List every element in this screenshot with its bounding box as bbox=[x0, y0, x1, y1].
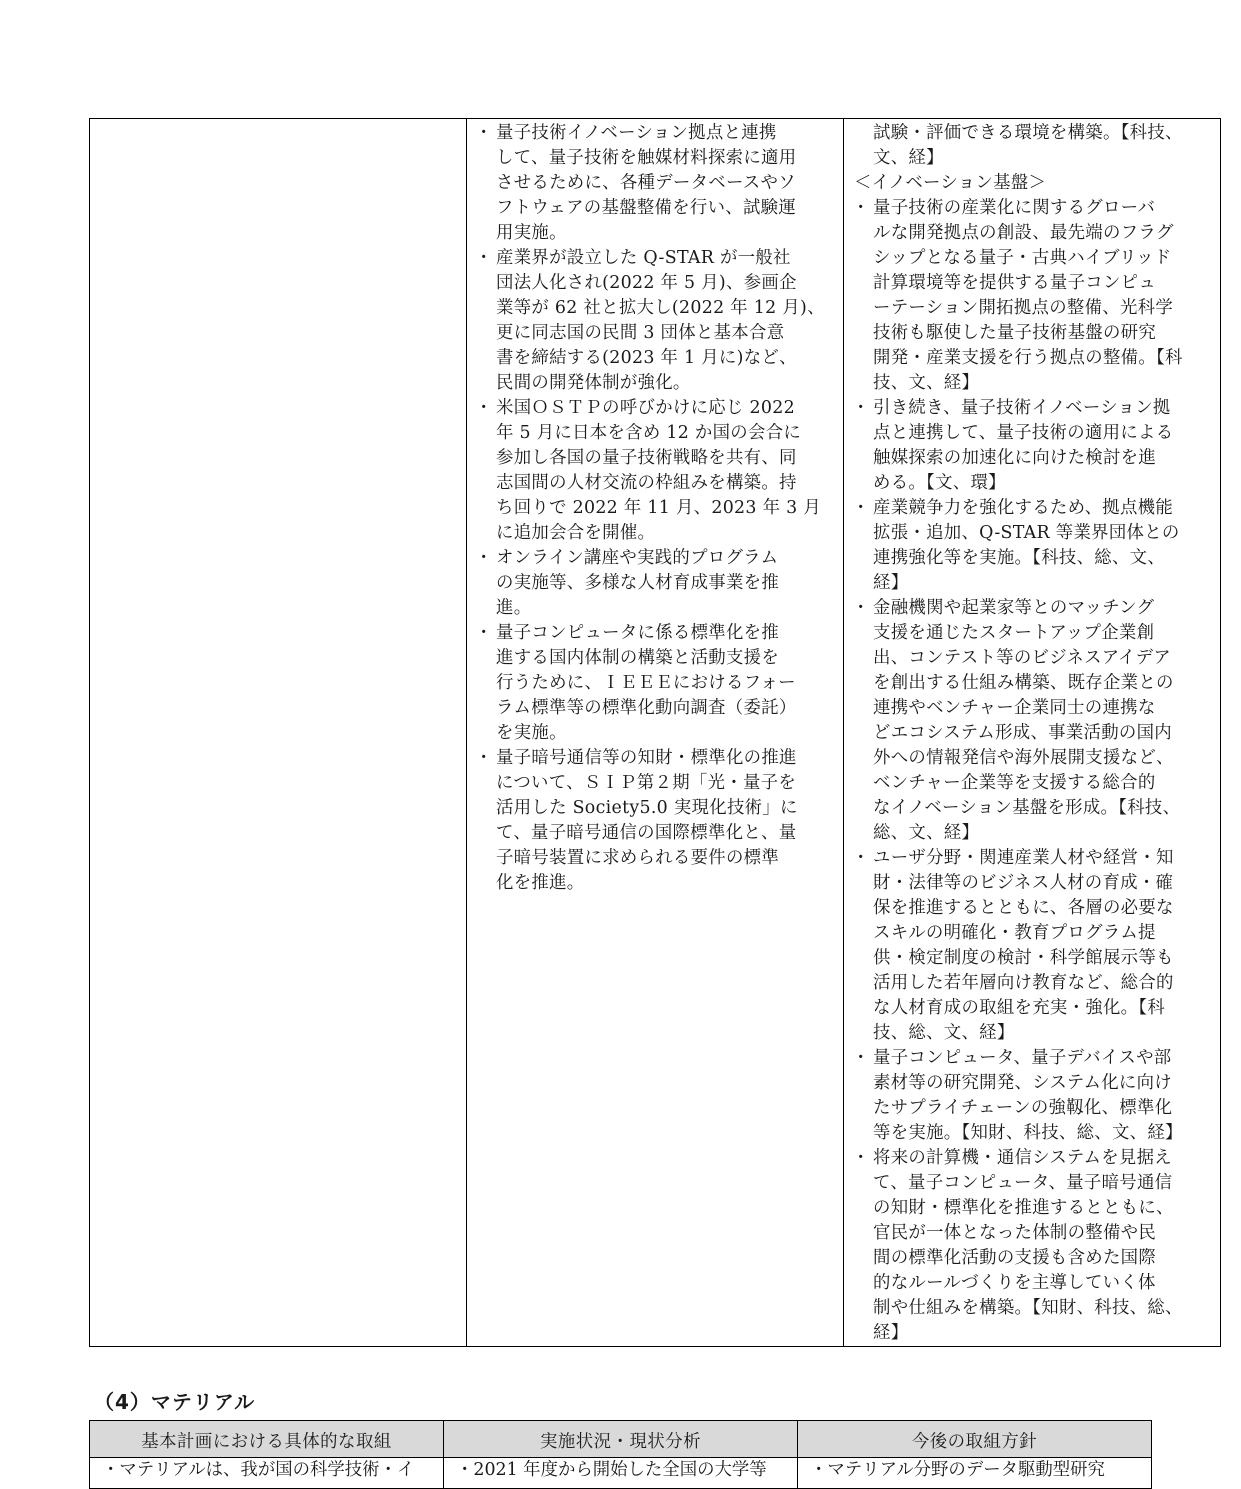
continuation-line: 技術も駆使した量子技術基盤の研究 bbox=[873, 323, 1157, 343]
continuation-line: させるために、各種データベースやソ bbox=[496, 173, 796, 193]
continuation-line: 的なルールづくりを主導していく体 bbox=[873, 1273, 1156, 1293]
continuation-line: 子暗号装置に求められる要件の標準 bbox=[496, 848, 780, 868]
continuation-line: たサプライチェーンの強靱化、標準化 bbox=[873, 1098, 1173, 1118]
continuation-line: 拡張・追加、Q-STAR 等業界団体との bbox=[873, 523, 1180, 543]
continuation-line: 民間の開発体制が強化。 bbox=[496, 373, 691, 393]
continuation-line: シップとなる量子・古典ハイブリッド bbox=[873, 248, 1172, 268]
list-item bbox=[856, 1046, 1210, 1146]
continuation-line: 進。 bbox=[496, 598, 532, 618]
list-item bbox=[856, 596, 1210, 846]
bullet-line: ・ 量子技術の産業化に関するグローバ bbox=[856, 196, 1210, 221]
continuation-line: 点と連携して、量子技術の適用による bbox=[873, 423, 1174, 443]
continuation-line: 計算環境等を提供する量子コンピュ bbox=[873, 273, 1157, 293]
continuation-line: 化を推進。 bbox=[496, 873, 585, 893]
continuation-line: 制や仕組みを構築。【知財、科技、総、 bbox=[873, 1298, 1183, 1318]
continuation-line: ち回りで 2022 年 11 月、2023 年 3 月 bbox=[496, 498, 822, 518]
continuation-line: 用実施。 bbox=[496, 223, 567, 243]
continuation-line: 書を締結する(2023 年 1 月に)など、 bbox=[496, 348, 797, 368]
continuation-line: について、ＳＩＰ第２期「光・量子を bbox=[496, 773, 797, 793]
continuation-line: 触媒探索の加速化に向けた検討を進 bbox=[873, 448, 1157, 468]
bullet-line: ・ 産業界が設立した Q-STAR が一般社 bbox=[479, 246, 833, 271]
continuation-line: ベンチャー企業等を支援する総合的 bbox=[873, 773, 1156, 793]
bullet-line: ・ 量子技術イノベーション拠点と連携 bbox=[479, 121, 833, 146]
list-item bbox=[856, 496, 1210, 596]
continuation-line: 更に同志国の民間 3 団体と基本合意 bbox=[496, 323, 785, 343]
continuation-line: 財・法律等のビジネス人材の育成・確 bbox=[873, 873, 1174, 893]
section-heading: （4）マテリアル bbox=[94, 1390, 256, 1414]
continuation-line: して、量子技術を触媒材料探索に適用 bbox=[496, 148, 797, 168]
bullet-line: ・ 産業競争力を強化するため、拠点機能 bbox=[856, 496, 1210, 521]
bullet-line: ・ 引き続き、量子技術イノベーション拠 bbox=[856, 396, 1210, 421]
bullet-line: ・ オンライン講座や実践的プログラム bbox=[479, 546, 833, 571]
continuation-line: を実施。 bbox=[496, 723, 567, 743]
continuation-line: 年 5 月に日本を含め 12 か国の会合に bbox=[496, 423, 802, 443]
bullet-line: ・ 量子暗号通信等の知財・標準化の推進 bbox=[479, 746, 833, 771]
list-item bbox=[479, 746, 833, 896]
list-item bbox=[856, 396, 1210, 496]
continuation-line: なイノベーション基盤を形成。【科技、 bbox=[873, 798, 1181, 818]
continuation-line: どエコシステム形成、事業活動の国内 bbox=[873, 723, 1173, 743]
continuation-line: 等を実施。【知財、科技、総、文、経】 bbox=[873, 1123, 1183, 1143]
continuation-line: 間の標準化活動の支援も含めた国際 bbox=[873, 1248, 1157, 1268]
materials-table bbox=[89, 1420, 1152, 1489]
status-analysis-cell bbox=[467, 119, 844, 1347]
continuation-line: 行うために、ＩＥＥＥにおけるフォー bbox=[496, 673, 796, 693]
list-item bbox=[856, 846, 1210, 1046]
list-item bbox=[856, 1146, 1210, 1346]
continuation-line: を創出する仕組み構築、既存企業との bbox=[873, 673, 1174, 693]
continuation-line: 出、コンテスト等のビジネスアイデア bbox=[873, 648, 1171, 668]
continuation-line: の実施等、多様な人材育成事業を推 bbox=[496, 573, 780, 593]
continuation-line: て、量子暗号通信の国際標準化と、量 bbox=[496, 823, 797, 843]
continuation-line: フトウェアの基盤整備を行い、試験運 bbox=[496, 198, 797, 218]
continuation-line: て、量子コンピュータ、量子暗号通信 bbox=[873, 1173, 1173, 1193]
continuation-line: 進する国内体制の構築と活動支援を bbox=[496, 648, 780, 668]
continuation-line: 文、経】 bbox=[873, 148, 944, 168]
continuation-line: 技、文、経】 bbox=[873, 373, 980, 393]
column-header-status: 実施状況・現状分析 bbox=[444, 1421, 798, 1458]
continuation-line: 参加し各国の量子技術戦略を共有、同 bbox=[496, 448, 797, 468]
continuation-line: 活用した若年層向け教育など、総合的 bbox=[873, 973, 1174, 993]
continuation-line: 連携強化等を実施。【科技、総、文、 bbox=[873, 548, 1166, 568]
continuation-line: 外への情報発信や海外展開支援など、 bbox=[873, 748, 1174, 768]
column-header-basic-plan: 基本計画における具体的な取組 bbox=[90, 1421, 444, 1458]
table-row bbox=[90, 119, 1221, 1347]
continuation-line: に追加会合を開催。 bbox=[496, 523, 656, 543]
continuation-line: 経】 bbox=[873, 1323, 909, 1343]
bullet-line: ・ 米国ＯＳＴＰの呼びかけに応じ 2022 bbox=[479, 396, 833, 421]
future-policy-list bbox=[856, 121, 1210, 1346]
continuation-line: 連携やベンチャー企業同士の連携な bbox=[873, 698, 1156, 718]
continuation-line: 業等が 62 社と拡大し(2022 年 12 月)、 bbox=[496, 298, 825, 318]
list-item bbox=[856, 196, 1210, 396]
bullet-line: ・ 量子コンピュータに係る標準化を推 bbox=[479, 621, 833, 646]
continuation-line: 総、文、経】 bbox=[873, 823, 980, 843]
continuation-line: 試験・評価できる環境を構築。【科技、 bbox=[873, 123, 1183, 143]
continuation-line: ラム標準等の標準化動向調査（委託） bbox=[496, 698, 797, 718]
list-item bbox=[479, 121, 833, 246]
continuation-line: 支援を通じたスタートアップ企業創 bbox=[873, 623, 1155, 643]
bullet-line: ・ 将来の計算機・通信システムを見据え bbox=[856, 1146, 1210, 1171]
table-cell: ・マテリアル分野のデータ駆動型研究 bbox=[798, 1458, 1152, 1489]
continuation-line: 活用した Society5.0 実現化技術」に bbox=[496, 798, 798, 818]
table-header-row bbox=[90, 1421, 1152, 1458]
list-item bbox=[479, 396, 833, 546]
table-cell: ・マテリアルは、我が国の科学技術・イ bbox=[90, 1458, 444, 1489]
bullet-line: ・ 量子コンピュータ、量子デバイスや部 bbox=[856, 1046, 1210, 1071]
subsection-heading: ＜イノベーション基盤＞ bbox=[854, 173, 1047, 193]
list-item bbox=[479, 546, 833, 621]
continuation-line: 技、総、文、経】 bbox=[873, 1023, 1015, 1043]
continuation-line: ルな開発拠点の創設、最先端のフラグ bbox=[873, 223, 1174, 243]
continuation-line: ーテーション開拓拠点の整備、光科学 bbox=[873, 298, 1174, 318]
basic-plan-cell bbox=[90, 119, 467, 1347]
list-item bbox=[479, 621, 833, 746]
table-cell: ・2021 年度から開始した全国の大学等 bbox=[444, 1458, 798, 1489]
table-row bbox=[90, 1458, 1152, 1489]
continuation-line: の知財・標準化を推進するとともに、 bbox=[873, 1198, 1174, 1218]
continuation-line: 志国間の人材交流の枠組みを構築。持 bbox=[496, 473, 797, 493]
policy-table bbox=[89, 118, 1221, 1347]
bullet-line: ・ ユーザ分野・関連産業人材や経営・知 bbox=[856, 846, 1210, 871]
continuation-line: 経】 bbox=[873, 573, 909, 593]
continuation-line: 供・検定制度の検討・科学館展示等も bbox=[873, 948, 1174, 968]
continuation-line: 官民が一体となった体制の整備や民 bbox=[873, 1223, 1157, 1243]
continuation-line: める。【文、環】 bbox=[873, 473, 1006, 493]
continuation-line: 団法人化され(2022 年 5 月)、参画企 bbox=[496, 273, 797, 293]
continuation-line: 保を推進するとともに、各層の必要な bbox=[873, 898, 1174, 918]
continuation-line: スキルの明確化・教育プログラム提 bbox=[873, 923, 1156, 943]
continuation-line: 素材等の研究開発、システム化に向け bbox=[873, 1073, 1173, 1093]
continuation-line: な人材育成の取組を充実・強化。【科 bbox=[873, 998, 1166, 1018]
column-header-policy: 今後の取組方針 bbox=[798, 1421, 1152, 1458]
status-analysis-list bbox=[479, 121, 833, 896]
bullet-line: ・ 金融機関や起業家等とのマッチング bbox=[856, 596, 1210, 621]
continuation-line: 開発・産業支援を行う拠点の整備。【科 bbox=[873, 348, 1183, 368]
future-policy-cell bbox=[844, 119, 1221, 1347]
list-item bbox=[479, 246, 833, 396]
